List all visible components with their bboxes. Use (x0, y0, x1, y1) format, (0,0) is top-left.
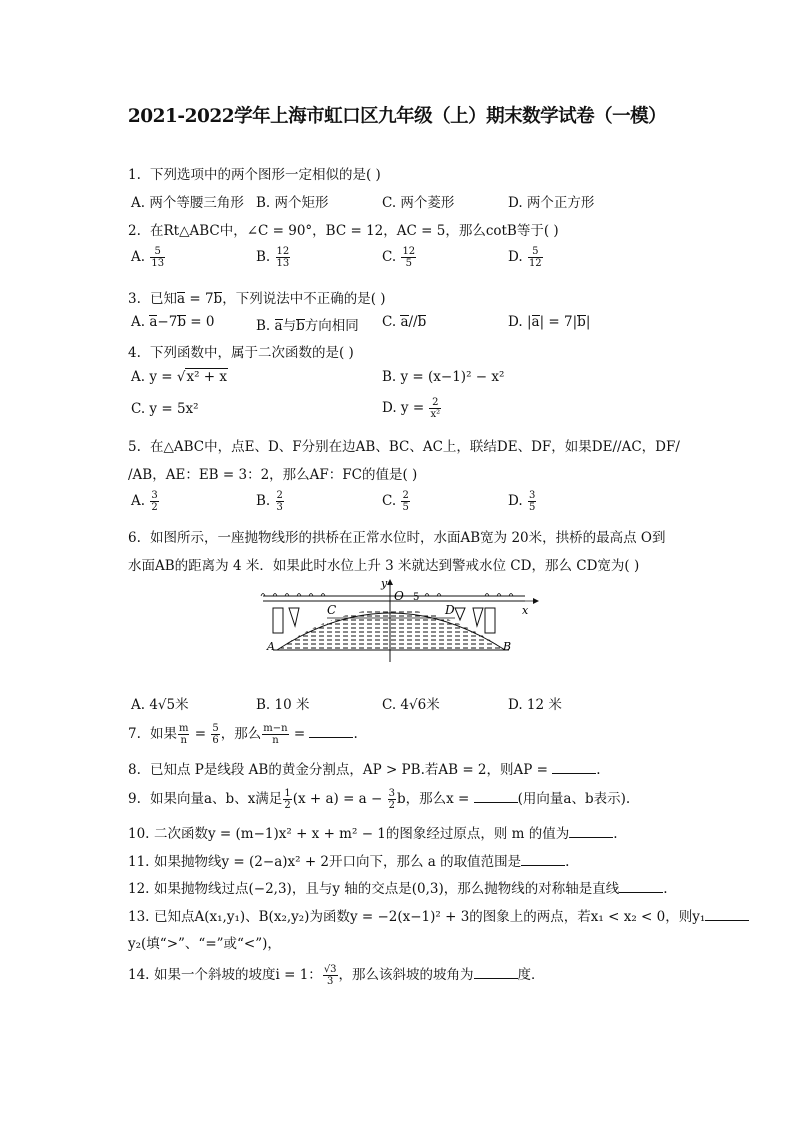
point-five-label: 5 (413, 592, 420, 603)
q1-option-d: D. 两个正方形 (508, 195, 595, 211)
point-o-label: O (394, 589, 404, 603)
q3-option-a: A. a−7b = 0 (131, 314, 215, 330)
q1-option-a: A. 两个等腰三角形 (131, 195, 244, 211)
q2-option-c: C. $\frac{12}{5}$ (382, 246, 416, 269)
q2-option-d: D. $\frac{5}{12}$ (508, 246, 542, 269)
answer-blank[interactable] (619, 880, 663, 893)
question-number: 2. (128, 223, 141, 239)
q4-option-a: A. y = √x² + x (131, 369, 228, 385)
q2-option-a: A. $\frac{5}{13}$ (131, 246, 165, 269)
point-b-label: B (503, 640, 512, 653)
q5-option-d: D. $\frac{3}{5}$ (508, 490, 536, 513)
q4-option-c: C. y = 5x² (131, 401, 199, 417)
question-5-cont: /AB，AE：EB = 3：2，那么AF：FC的值是( ) (128, 467, 418, 483)
q3-option-b: B. a与b方向相同 (256, 318, 359, 334)
q4-option-b: B. y = (x−1)² − x² (382, 369, 505, 385)
answer-blank[interactable] (309, 725, 353, 738)
point-a-label: A (267, 640, 275, 653)
q5-option-c: C. $\frac{2}{5}$ (382, 490, 409, 513)
bridge-figure (255, 578, 545, 666)
question-1 (128, 163, 381, 183)
axis-label-x: x (522, 604, 529, 617)
question-9: 9. 如果向量a、b、x满足 $\frac{1}{2}$ (x + a) = a − $\frac{3}{2}$ b，那么x = (用向量a、b表示). (128, 788, 631, 811)
question-6: 6. 如图所示，一座抛物线形的拱桥在正常水位时，水面AB宽为 20米，拱桥的最高点 O到 (128, 530, 666, 546)
q5-option-b: B. $\frac{2}{3}$ (256, 490, 283, 513)
q1-option-c: C. 两个菱形 (382, 195, 455, 211)
q6-option-a: A. 4√5米 (131, 697, 189, 713)
page-title: 2021-2022学年上海市虹口区九年级（上）期末数学试卷（一模） (127, 106, 667, 127)
point-d-label: D (445, 603, 455, 617)
question-8: 8. 已知点 P是线段 AB的黄金分割点，AP > PB.若AB = 2，则AP = . (128, 762, 601, 778)
question-5: 5. 在△ABC中，点E、D、F分别在边AB、BC、AC上，联结DE、DF，如果DE//AC，DF/ (128, 439, 680, 455)
question-13-cont: y₂(填“>”、“=”或“<”)， (128, 936, 281, 952)
answer-blank[interactable] (474, 966, 518, 979)
question-10: 10. 二次函数y = (m−1)x² + x + m² − 1的图象经过原点，则 m 的值为 . (128, 826, 618, 842)
question-number: 1. (128, 167, 141, 183)
question-13: 13. 已知点A(x₁,y₁)、B(x₂,y₂)为函数y = −2(x−1)² + 3的图象上的两点，若x₁ < x₂ < 0，则y₁ (128, 905, 749, 925)
q2-option-b: B. $\frac{12}{13}$ (256, 246, 290, 269)
q5-option-a: A. $\frac{3}{2}$ (131, 490, 158, 513)
answer-blank[interactable] (521, 853, 565, 866)
question-4: 4. 下列函数中，属于二次函数的是( ) (128, 345, 354, 361)
answer-blank[interactable] (705, 908, 749, 921)
q1-option-b: B. 两个矩形 (256, 195, 329, 211)
answer-blank[interactable] (474, 790, 518, 803)
question-6-cont: 水面AB的距离为 4 米．如果此时水位上升 3 米就达到警戒水位 CD，那么 CD宽为( ) (128, 558, 640, 574)
point-c-label: C (327, 603, 337, 617)
q6-option-c: C. 4√6米 (382, 697, 440, 713)
q3-option-c: C. a//b (382, 314, 427, 330)
q6-option-b: B. 10 米 (256, 697, 310, 713)
question-2 (128, 219, 559, 239)
question-3: 3. 已知a = 7b，下列说法中不正确的是( ) (128, 291, 386, 307)
axis-label-y: y (381, 578, 388, 590)
answer-blank[interactable] (569, 825, 613, 838)
q4-option-d: D. y = $\frac{2}{\text{x²}}$ (382, 397, 441, 420)
question-14: 14. 如果一个斜坡的坡度i = 1： $\frac{√3}{3}$ ，那么该斜坡的坡角为 度． (128, 964, 545, 987)
question-stem: 在Rt△ABC中，∠C = 90°，BC = 12，AC = 5，那么cotB等于( ) (150, 223, 559, 239)
q6-option-d: D. 12 米 (508, 697, 562, 713)
question-stem: 下列选项中的两个图形一定相似的是( ) (150, 167, 381, 183)
question-11: 11. 如果抛物线y = (2−a)x² + 2开口向下，那么 a 的取值范围是 . (128, 854, 570, 870)
q3-option-d: D. |a| = 7|b| (508, 314, 591, 330)
question-7: 7. 如果 $\frac{m}{n}$ = $\frac{5}{6}$ ，那么 $\frac{m-n}{n}$ = . (128, 723, 358, 746)
question-12: 12. 如果抛物线过点(−2,3)，且与y 轴的交点是(0,3)，那么抛物线的对称轴是直线 . (128, 881, 668, 897)
answer-blank[interactable] (552, 761, 596, 774)
